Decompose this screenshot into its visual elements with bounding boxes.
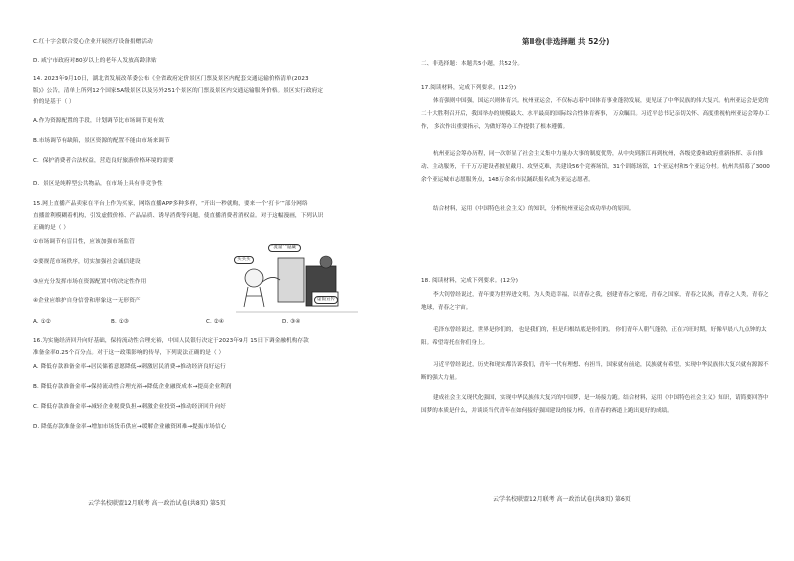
q15-option-a: A. ①② <box>33 319 51 325</box>
cartoon-label-traffic: “流量”“隐藏” <box>268 244 301 252</box>
q15-item-2: ②要规范市场秩序，切实加强社会诚信建设 <box>33 259 141 265</box>
q15-item-3: ③应充分发挥市场在资源配置中的决定性作用 <box>33 279 147 285</box>
q15-stem-line-2: 直播盈利模糊着机构，引发虚假价格、产品品质、诱导消费等问题，使直播消费者消权益。对于这幅漫画，下列认识 <box>33 213 324 219</box>
q16-option-b: B. 降低存款准备金率→保持流动性合理充裕→降低企业融资成本→提高企业利润 <box>33 384 232 390</box>
q18-question: 建成社会主义现代化强国，实现中华民族伟大复兴的中国梦，是一场接力跑。结合材料，运用《中国特色社会主义》知识，请简要回答中国梦的本质是什么，并谈谈当代青年在如何接好强国建设的接力棒，在青春的赛道上跑出更好的成绩。 <box>421 395 769 414</box>
q15-option-b: B. ①③ <box>111 319 129 325</box>
q15-option-d: D. ③④ <box>282 319 301 325</box>
q13-option-c: C.红十字会联合爱心企业开展医疗设备捐赠活动 <box>33 39 153 45</box>
q17-heading: 17.阅读材料，完成下列要求。(12分) <box>421 85 517 91</box>
q17-paragraph-1: 体育强则中国强，国运兴则体育兴。杭州亚运会，不仅标志着中国体育事业蓬勃发展，更见证了中华民族的伟大复兴。杭州亚运会是党的二十大胜利召开后，我国举办的规模最大、水平最高的国际综合性体育赛事， 万众瞩目。习近平总书记亲切关怀、高度重视杭州亚运会筹办工作， 多次作出重要指示，为做好筹办工作提供了根本遵循。 <box>421 98 770 130</box>
cartoon-illustration <box>228 245 366 316</box>
q16-option-a: A. 降低存款准备金率→居民储蓄意愿降低→刺激居民消费→推动经济良好运行 <box>33 364 226 370</box>
q15-stem-line-3: 正确的是（ ） <box>33 225 70 231</box>
section-title: 第Ⅱ卷(非选择题 共 52分) <box>522 37 610 46</box>
q14-option-d: D．景区是纯粹型公共物品，在市场上具有非竞争性 <box>33 181 163 187</box>
q16-option-c: C. 降低存款准备金率→减轻企业税费负担→刺激企业投资→推动经济回升向好 <box>33 404 226 410</box>
q14-option-a: A.作为资源配置的手段，计划调节比市场调节更有效 <box>33 118 164 124</box>
page-footer-6: 云学名校联盟12月联考 高一政治试卷(共8页) 第6页 <box>493 496 631 503</box>
q14-stem-line-2: 版)》公告，清单上所列12个国家5A级景区以及另外251个景区的门票及景区内交通运输服务价格。景区实行政府定 <box>33 88 324 94</box>
q16-stem-line-2: 准备金率0.25个百分点。对于这一政策影响的传导，下列说法正确的是（ ） <box>33 350 225 356</box>
cartoon-label-buy: 买买买 <box>234 256 254 264</box>
q14-option-c: C．保护消费者合法权益，营造良好旅游价格环境的需要 <box>33 158 174 164</box>
q15-option-c: C. ②④ <box>206 319 224 325</box>
page-footer-5: 云学名校联盟12月联考 高一政治试卷(共8页) 第5页 <box>88 500 226 507</box>
q15-stem-line-1: 15.网上直播产品卖家在平台上作为买家，网络直播APP多种多样，“开出一秒就购，要来一个‘打卡’”部分网络 <box>33 201 308 207</box>
q15-item-4: ④企业应维护自身信誉和形象这一无形资产 <box>33 298 141 304</box>
q17-paragraph-2: 杭州亚运会筹办历程，同一次彰显了社会主义集中力量办大事的制度优势，从中央到浙江再到杭州，各级党委和政府重新指挥、亲自推动、主动服务，千千万万建设者披星戴月、攻坚克难，共建设56个竞赛场馆，31个训练场馆，1个亚运村和5个亚运分村。杭州共招募了3000余个亚运城市志愿服务点，148万余名市民踊跃报名成为亚运志愿者。 <box>421 151 770 183</box>
q15-item-1: ①市场调节有盲目性，应该加强市场监管 <box>33 239 135 245</box>
q14-stem-line-3: 价的是基于（ ） <box>33 99 75 105</box>
q13-option-d: D. 咸宁市政府对80岁以上的老年人发放高龄津贴 <box>33 58 157 64</box>
q14-option-b: B.市场调节有缺陷，景区资源的配置不能由市场来调节 <box>33 138 170 144</box>
q16-option-d: D. 降低存款准备金率→增加市场货币供应→缓解企业融资困难→提振市场信心 <box>33 424 227 430</box>
q18-paragraph-2: 毛泽东曾经说过，世界是你们的， 也是我们的，但是归根结底是你们的。 你们青年人朝气蓬勃，正在兴旺时期，好像早晨八九点钟的太阳。希望寄托在你们身上。 <box>421 327 767 346</box>
section-instruction: 二、非选择题：本题共5小题，共52分。 <box>421 61 524 67</box>
q18-paragraph-3: 习近平曾经说过，历史和现实都告诉我们，青年一代有理想、有担当，国家就有前途，民族就有希望，实现中华民族伟大复兴就有源源不断的强大力量。 <box>421 362 769 381</box>
page-6 <box>397 0 794 561</box>
q18-heading: 18. 阅读材料，完成下列要求。(12分) <box>421 278 518 284</box>
cartoon-label-false-ad: 虚假宣传 <box>314 296 338 304</box>
q16-stem-line-1: 16.为实施经济回升向好基础，保持流动性合理充裕，中国人民银行决定于2023年9月 15日下调金融机构存款 <box>33 338 309 344</box>
q17-question: 结合材料，运用《中国特色社会主义》的知识，分析杭州亚运会成功举办的原因。 <box>433 206 635 212</box>
q14-stem-line-1: 14. 2023年9月10日，湖北省发展改革委公布《全省政府定价景区门票及景区内配套交通运输价格清单(2023 <box>33 76 309 82</box>
q18-paragraph-1: 李大钊曾经说过，青年要为世界进文明，为人类造幸福，以青春之我，创建青春之家庭，青春之国家，青春之民族，青春之人类，青春之地球，青春之宇宙。 <box>421 292 769 311</box>
